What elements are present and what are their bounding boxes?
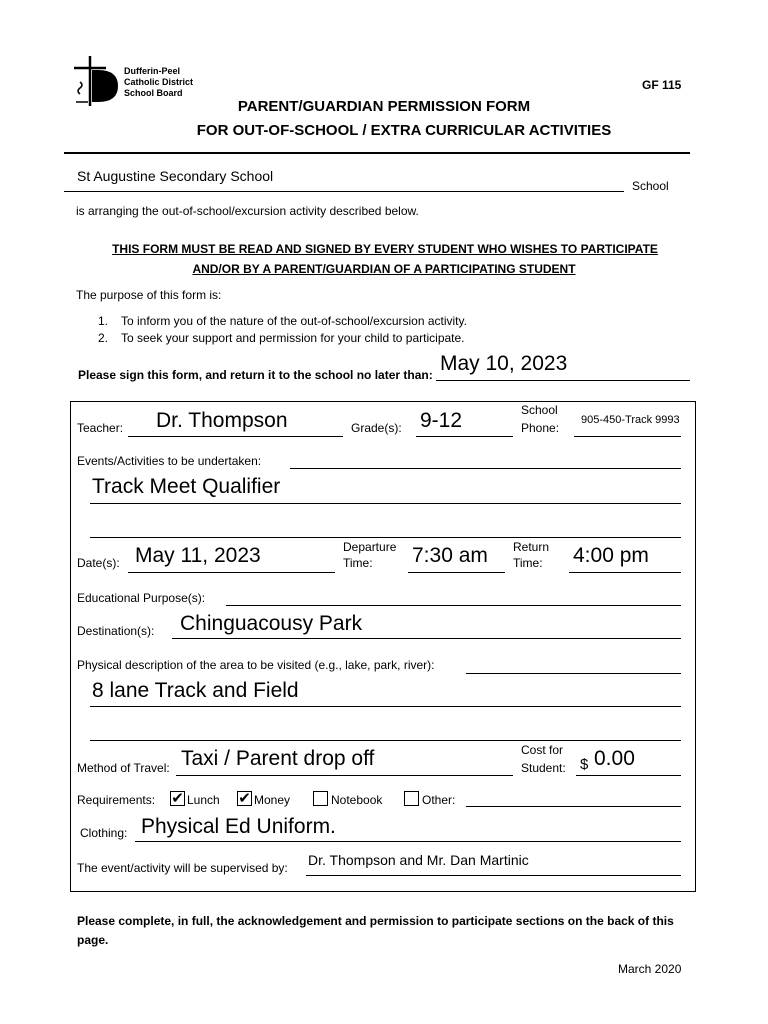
other-label: Other: [422, 793, 456, 807]
arranging-text: is arranging the out-of-school/excursion activity described below. [76, 204, 419, 218]
supervised-line [306, 875, 681, 876]
return-label-1: Return [513, 540, 550, 554]
clothing-value[interactable]: Physical Ed Uniform. [141, 815, 336, 838]
events-line-3 [90, 537, 681, 538]
lunch-label: Lunch [187, 793, 220, 807]
physical-desc-value[interactable]: 8 lane Track and Field [92, 679, 299, 702]
events-line-2 [90, 503, 681, 504]
form-title-line2: FOR OUT-OF-SCHOOL / EXTRA CURRICULAR ACTIVITIES [196, 122, 612, 139]
logo-text-1: Dufferin-Peel [124, 66, 181, 76]
teacher-label: Teacher: [77, 421, 124, 435]
school-name-field[interactable]: St Augustine Secondary School [77, 168, 274, 184]
cost-symbol: $ [580, 756, 589, 773]
other-checkbox[interactable] [404, 791, 419, 806]
destination-label: Destination(s): [77, 624, 155, 638]
grades-line [416, 436, 513, 437]
departure-label-2: Time: [343, 556, 373, 570]
clothing-line [135, 841, 681, 842]
cost-value[interactable]: 0.00 [594, 747, 635, 770]
return-by-value[interactable]: May 10, 2023 [440, 352, 568, 375]
events-line-1 [290, 468, 681, 469]
money-label: Money [254, 793, 291, 807]
purpose-item-1-num: 1. [98, 314, 109, 328]
notice-line2: AND/OR BY A PARENT/GUARDIAN OF A PARTICIPATING STUDENT [192, 262, 576, 276]
cost-line [576, 775, 681, 776]
departure-label-1: Departure [343, 540, 397, 554]
destination-line [172, 638, 681, 639]
travel-label: Method of Travel: [77, 761, 170, 775]
lunch-checkbox[interactable]: ✔ [171, 790, 184, 807]
destination-value[interactable]: Chinguacousy Park [180, 612, 363, 635]
purpose-intro: The purpose of this form is: [76, 288, 222, 302]
purpose-item-2-num: 2. [98, 331, 109, 345]
grades-label: Grade(s): [351, 421, 402, 435]
cost-label-2: Student: [521, 761, 566, 775]
grades-value[interactable]: 9-12 [420, 409, 463, 432]
phone-line [574, 436, 681, 437]
return-value[interactable]: 4:00 pm [573, 544, 649, 567]
dates-line [128, 572, 335, 573]
phone-label-2: Phone: [521, 421, 560, 435]
header-rule [64, 152, 690, 154]
clothing-label: Clothing: [80, 826, 128, 840]
travel-line [176, 775, 513, 776]
requirements-label: Requirements: [77, 793, 156, 807]
physical-desc-line-1 [466, 673, 681, 674]
supervised-value[interactable]: Dr. Thompson and Mr. Dan Martinic [308, 852, 529, 868]
return-by-label: Please sign this form, and return it to the school no later than: [78, 368, 433, 382]
phone-label-1: School [521, 403, 558, 417]
teacher-value[interactable]: Dr. Thompson [156, 409, 288, 432]
physical-desc-label: Physical description of the area to be visited (e.g., lake, park, river): [77, 658, 435, 672]
form-code: GF 115 [642, 78, 682, 92]
physical-desc-line-2 [90, 706, 681, 707]
return-label-2: Time: [513, 556, 543, 570]
logo-text-3: School Board [124, 88, 183, 98]
other-line [466, 806, 681, 807]
events-label: Events/Activities to be undertaken: [77, 454, 262, 468]
cost-label-1: Cost for [521, 743, 564, 757]
purpose-item-1-text: To inform you of the nature of the out-of-school/excursion activity. [121, 314, 467, 328]
events-value[interactable]: Track Meet Qualifier [92, 475, 281, 498]
dates-label: Date(s): [77, 556, 120, 570]
phone-value[interactable]: 905-450-Track 9993 [581, 414, 680, 426]
departure-line [408, 572, 505, 573]
logo-text-2: Catholic District [124, 77, 194, 87]
school-name-line [64, 191, 624, 192]
edu-purpose-line [226, 605, 681, 606]
notebook-checkbox[interactable] [313, 791, 328, 806]
departure-value[interactable]: 7:30 am [412, 544, 488, 567]
physical-desc-line-3 [90, 740, 681, 741]
dates-value[interactable]: May 11, 2023 [135, 544, 261, 567]
notice-line1: THIS FORM MUST BE READ AND SIGNED BY EVERY STUDENT WHO WISHES TO PARTICIPATE [112, 242, 658, 256]
travel-value[interactable]: Taxi / Parent drop off [181, 747, 375, 770]
edu-purpose-label: Educational Purpose(s): [77, 591, 206, 605]
teacher-line [128, 436, 343, 437]
supervised-label: The event/activity will be supervised by: [77, 861, 288, 875]
school-suffix: School [632, 179, 669, 193]
return-line [569, 572, 681, 573]
notebook-label: Notebook [331, 793, 383, 807]
return-by-line [436, 380, 690, 381]
footer-date: March 2020 [618, 962, 682, 976]
footer-note: Please complete, in full, the acknowledgement and permission to participate sections on the back of this page. [77, 914, 674, 947]
purpose-item-2-text: To seek your support and permission for your child to participate. [121, 331, 465, 345]
form-title-line1: PARENT/GUARDIAN PERMISSION FORM [237, 98, 531, 115]
money-checkbox[interactable]: ✔ [238, 790, 251, 807]
